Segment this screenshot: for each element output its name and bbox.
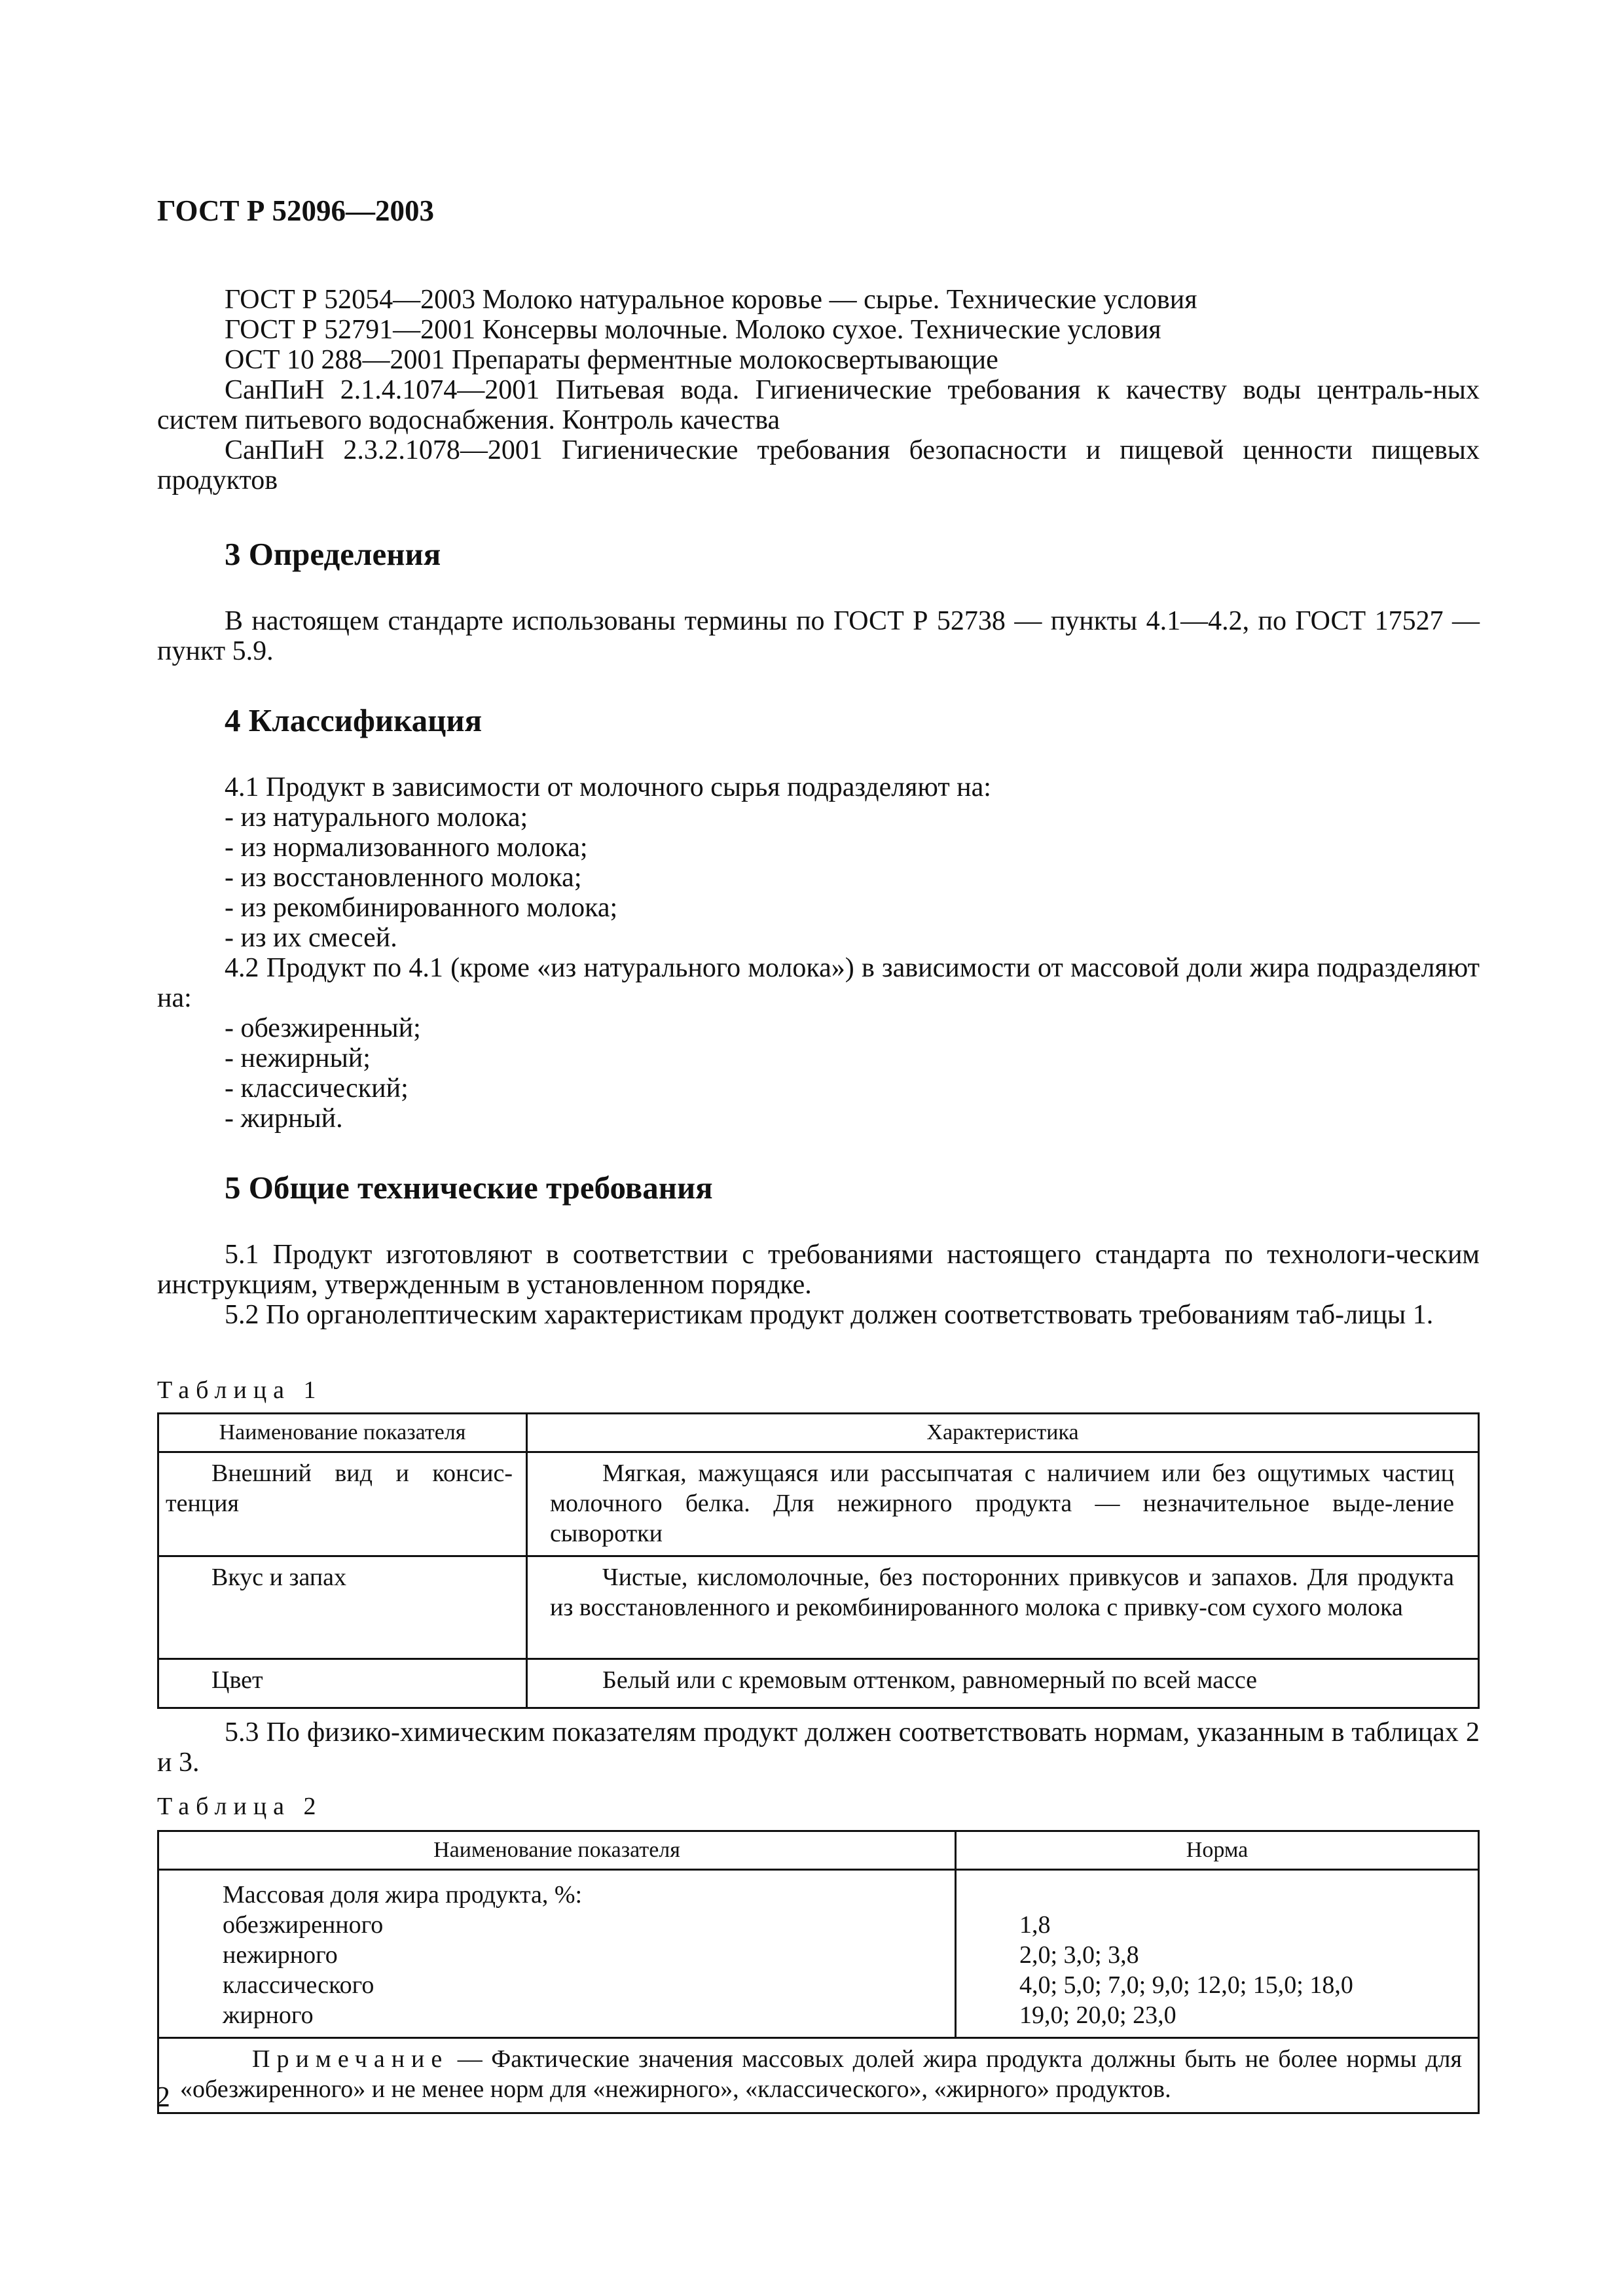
reference-item: СанПиН 2.1.4.1074—2001 Питьевая вода. Гигиенические требования к качеству воды централь-ных систем питьевого водоснабжения. Контроль качества <box>157 375 1480 435</box>
table-cell: Белый или с кремовым оттенком, равномерный по всей массе <box>527 1659 1479 1708</box>
table-cell <box>956 1870 1479 2038</box>
row-name: классического <box>223 1971 374 1999</box>
reference-item: ГОСТ Р 52054—2003 Молоко натуральное коровье — сырье. Технические условия <box>225 285 1197 315</box>
table-row <box>158 1659 1479 1708</box>
paragraph-4-2: 4.2 Продукт по 4.1 (кроме «из натурального молока») в зависимости от массовой доли жира подразделяют на: <box>157 953 1480 1013</box>
table-2 <box>157 1830 1480 2114</box>
note-label: Примечание <box>252 2045 449 2073</box>
reference-item: ОСТ 10 288—2001 Препараты ферментные молокосвертывающие <box>225 345 998 375</box>
paragraph-5-3: 5.3 По физико-химическим показателям продукт должен соответствовать нормам, указанным в таблицах 2 и 3. <box>157 1717 1480 1778</box>
column-header: Наименование показателя <box>158 1831 956 1870</box>
group-label: Массовая доля жира продукта, %: <box>223 1881 583 1909</box>
section-5-body-cont <box>157 1717 1480 1778</box>
table-header-row <box>158 1831 1479 1870</box>
list-item: - жирный. <box>225 1103 343 1134</box>
column-header: Норма <box>956 1831 1479 1870</box>
table-cell: Чистые, кисломолочные, без посторонних привкусов и запахов. Для продукта из восстановленного и рекомбинированного молока с привку-сом сухого молока <box>527 1556 1479 1659</box>
table-cell: Цвет <box>158 1659 527 1708</box>
row-value: 19,0; 20,0; 23,0 <box>1019 2001 1176 2029</box>
row-value: 4,0; 5,0; 7,0; 9,0; 12,0; 15,0; 18,0 <box>1019 1971 1353 1999</box>
table-row <box>158 1556 1479 1659</box>
row-name: жирного <box>223 2001 314 2029</box>
list-item: - из восстановленного молока; <box>225 863 582 893</box>
section-5-heading: 5 Общие технические требования <box>225 1170 713 1206</box>
paragraph-5-1: 5.1 Продукт изготовляют в соответствии с требованиями настоящего стандарта по технологи-ческим инструкциям, утвержденным в установленном порядке. <box>157 1240 1480 1300</box>
column-header: Характеристика <box>527 1414 1479 1452</box>
section-3-heading: 3 Определения <box>225 536 441 572</box>
table-note-row <box>158 2038 1479 2113</box>
note-text: — Фактические значения массовых долей жира продукта должны быть не более нормы для «обезжиренного» и не менее норм для «нежирного», «классического», «жирного» продуктов. <box>180 2045 1462 2103</box>
reference-item: ГОСТ Р 52791—2001 Консервы молочные. Молоко сухое. Технические условия <box>225 315 1161 345</box>
list-item: - из нормализованного молока; <box>225 833 588 863</box>
row-value: 1,8 <box>1019 1911 1051 1939</box>
column-header: Наименование показателя <box>158 1414 527 1452</box>
table-note <box>158 2038 1479 2113</box>
row-name: обезжиренного <box>223 1911 384 1939</box>
section-5-body <box>157 1240 1480 1330</box>
section-3-text: В настоящем стандарте использованы термины по ГОСТ Р 52738 — пункты 4.1—4.2, по ГОСТ 17527 — пункт 5.9. <box>157 606 1480 666</box>
list-item: - из натурального молока; <box>225 802 528 833</box>
table-1 <box>157 1412 1480 1709</box>
table-1-caption: Таблица 1 <box>157 1376 323 1404</box>
paragraph-5-2: 5.2 По органолептическим характеристикам продукт должен соответствовать требованиям таб-лицы 1. <box>225 1300 1434 1330</box>
section-4-body <box>157 772 1480 1134</box>
row-value: 2,0; 3,0; 3,8 <box>1019 1941 1139 1969</box>
section-4-heading: 4 Классификация <box>225 702 483 738</box>
paragraph-4-1: 4.1 Продукт в зависимости от молочного сырья подразделяют на: <box>225 772 991 802</box>
table-2-caption: Таблица 2 <box>157 1793 323 1820</box>
table-cell: Вкус и запах <box>158 1556 527 1659</box>
list-item: - нежирный; <box>225 1043 371 1073</box>
list-item: - обезжиренный; <box>225 1013 421 1043</box>
section-3-body <box>157 606 1480 666</box>
row-name: нежирного <box>223 1941 338 1969</box>
table-row <box>158 1870 1479 2038</box>
table-row <box>158 1452 1479 1556</box>
list-item: - из их смесей. <box>225 923 397 953</box>
references-list <box>157 285 1480 495</box>
table-header-row <box>158 1414 1479 1452</box>
page-number: 2 <box>156 2081 170 2113</box>
table-cell: Внешний вид и консис-тенция <box>158 1452 527 1556</box>
document-id: ГОСТ Р 52096—2003 <box>157 194 435 227</box>
list-item: - из рекомбинированного молока; <box>225 893 618 923</box>
list-item: - классический; <box>225 1073 409 1103</box>
table-cell <box>158 1870 956 2038</box>
table-cell: Мягкая, мажущаяся или рассыпчатая с наличием или без ощутимых частиц молочного белка. Для нежирного продукта — незначительное выде-ление сыворотки <box>527 1452 1479 1556</box>
reference-item: СанПиН 2.3.2.1078—2001 Гигиенические требования безопасности и пищевой ценности пищевых продуктов <box>157 435 1480 495</box>
